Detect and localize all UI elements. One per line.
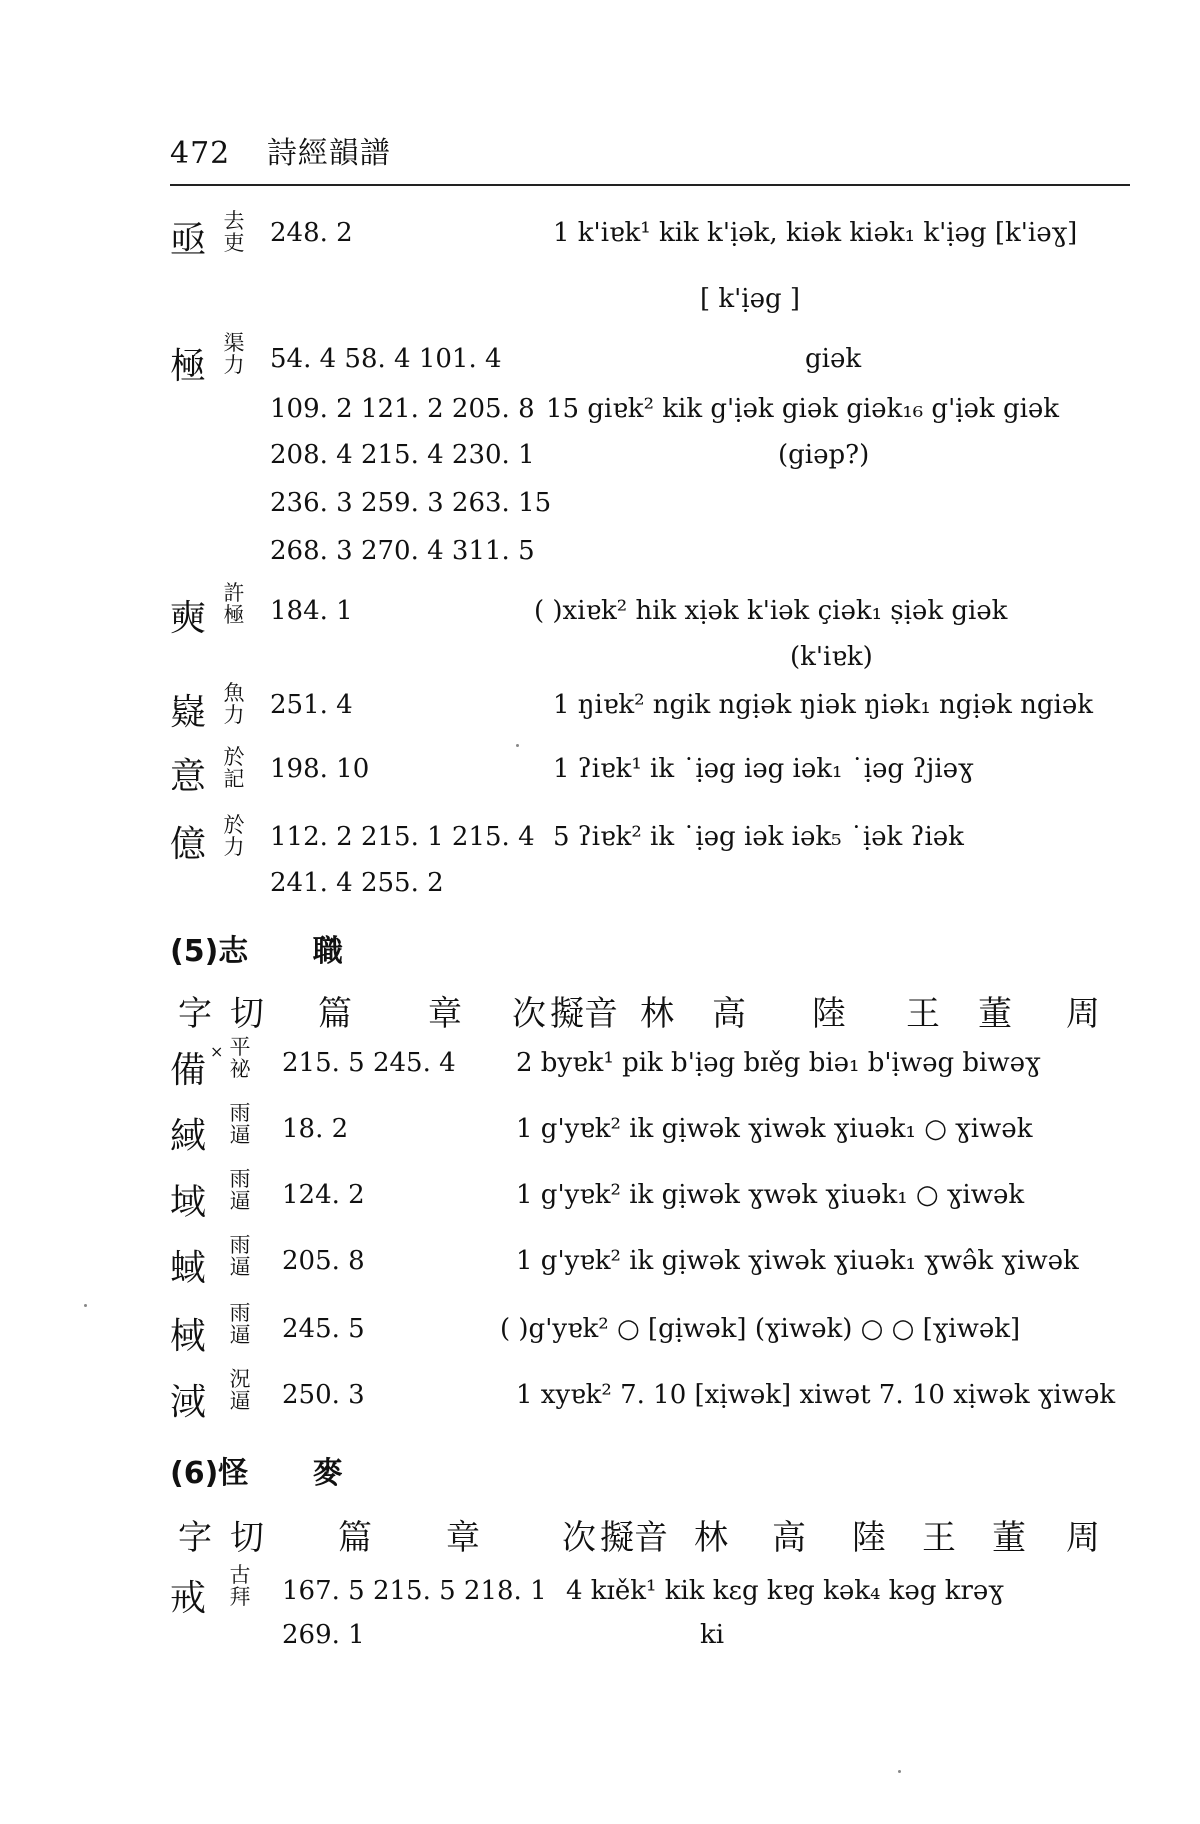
header-divider bbox=[170, 184, 1130, 186]
section-label: (5)志 bbox=[170, 934, 249, 969]
ode-refs: 198. 10 bbox=[270, 754, 370, 784]
col-lin: 林 bbox=[694, 1518, 728, 1558]
fanqie-lower: 極 bbox=[223, 603, 245, 627]
col-fanqie: 切 bbox=[230, 1518, 264, 1558]
col-reconstruction: 擬音 bbox=[600, 1518, 668, 1558]
entry-char: 億 bbox=[170, 824, 207, 865]
scan-speck bbox=[898, 1770, 901, 1773]
fanqie-lower: 吏 bbox=[223, 231, 245, 255]
ode-refs: 215. 5 245. 4 bbox=[282, 1048, 456, 1078]
col-count: 次 bbox=[512, 994, 546, 1034]
col-gao: 高 bbox=[772, 1518, 806, 1558]
fanqie-upper: 況 bbox=[229, 1367, 251, 1391]
fanqie-lower: 力 bbox=[223, 835, 245, 859]
col-wang: 王 bbox=[906, 994, 940, 1034]
pronunciations: ki bbox=[700, 1620, 725, 1650]
pronunciations: giək bbox=[805, 344, 862, 374]
pronunciations: 1 k'iɐk¹ kik k'ịək, kiək kiək₁ k'ịəg [k'iəɣ] bbox=[553, 218, 1078, 248]
section-rhyme: 麥 bbox=[312, 1456, 343, 1491]
fanqie-lower: 逼 bbox=[229, 1323, 251, 1347]
fanqie bbox=[222, 332, 246, 376]
fanqie-lower: 逼 bbox=[229, 1189, 251, 1213]
fanqie-lower: 力 bbox=[223, 703, 245, 727]
ode-refs: 208. 4 215. 4 230. 1 bbox=[270, 440, 535, 470]
pron-note: (k'iɐk) bbox=[790, 642, 873, 672]
ode-refs: 269. 1 bbox=[282, 1620, 365, 1650]
entry-char: 蜮 bbox=[170, 1248, 207, 1289]
ode-refs: 251. 4 bbox=[270, 690, 353, 720]
fanqie-upper: 雨 bbox=[229, 1101, 251, 1125]
pronunciations: (giəp?) bbox=[778, 440, 870, 470]
ode-refs: 124. 2 bbox=[282, 1180, 365, 1210]
page-header bbox=[170, 128, 391, 172]
col-stanza: 章 bbox=[428, 994, 462, 1034]
pronunciations: ( )g'yɐk² ○ [gịwək] (ɣiwək) ○ ○ [ɣiwək] bbox=[500, 1314, 1021, 1344]
entry-char: 嶷 bbox=[170, 692, 207, 733]
col-char: 字 bbox=[178, 1518, 212, 1558]
fanqie-upper: 渠 bbox=[223, 331, 245, 355]
scan-speck bbox=[516, 744, 519, 747]
entry-mark: × bbox=[210, 1042, 224, 1061]
ode-refs: 54. 4 58. 4 101. 4 bbox=[270, 344, 502, 374]
pronunciations: 1 g'yɐk² ik gịwək ɣwək ɣiuək₁ ○ ɣiwək bbox=[516, 1180, 1025, 1210]
fanqie-upper: 平 bbox=[229, 1035, 251, 1059]
fanqie bbox=[222, 582, 246, 626]
col-zhou: 周 bbox=[1066, 1518, 1100, 1558]
ode-refs: 184. 1 bbox=[270, 596, 353, 626]
col-lin: 林 bbox=[640, 994, 674, 1034]
page-number: 472 bbox=[170, 136, 231, 171]
fanqie bbox=[222, 746, 246, 790]
ode-refs: 268. 3 270. 4 311. 5 bbox=[270, 536, 535, 566]
fanqie-upper: 雨 bbox=[229, 1167, 251, 1191]
ode-refs: 167. 5 215. 5 218. 1 bbox=[282, 1576, 547, 1606]
entry-char: 緎 bbox=[170, 1116, 207, 1157]
section-label: (6)怪 bbox=[170, 1456, 249, 1491]
ode-refs: 248. 2 bbox=[270, 218, 353, 248]
scan-speck bbox=[84, 1304, 87, 1307]
section-heading bbox=[170, 926, 343, 970]
ode-refs: 245. 5 bbox=[282, 1314, 365, 1344]
col-dong: 董 bbox=[978, 994, 1012, 1034]
book-title: 詩經韻譜 bbox=[266, 136, 391, 171]
pronunciations: 1 g'yɐk² ik gịwək ɣiwək ɣiuək₁ ɣwə̂k ɣiwək bbox=[516, 1246, 1079, 1276]
ode-refs: 205. 8 bbox=[282, 1246, 365, 1276]
col-wang: 王 bbox=[922, 1518, 956, 1558]
ode-refs: 236. 3 259. 3 263. 15 bbox=[270, 488, 552, 518]
fanqie-upper: 於 bbox=[223, 813, 245, 837]
fanqie-upper: 雨 bbox=[229, 1301, 251, 1325]
ode-refs: 112. 2 215. 1 215. 4 bbox=[270, 822, 535, 852]
fanqie bbox=[228, 1168, 252, 1212]
col-stanza: 章 bbox=[446, 1518, 480, 1558]
ode-refs: 250. 3 bbox=[282, 1380, 365, 1410]
col-ode: 篇 bbox=[338, 1518, 372, 1558]
fanqie-upper: 古 bbox=[229, 1563, 251, 1587]
entry-char: 奭 bbox=[170, 598, 207, 639]
col-char: 字 bbox=[178, 994, 212, 1034]
fanqie bbox=[222, 210, 246, 254]
entry-char: 意 bbox=[170, 756, 207, 797]
col-reconstruction: 擬音 bbox=[550, 994, 618, 1034]
fanqie-lower: 逼 bbox=[229, 1123, 251, 1147]
entry-char: 域 bbox=[170, 1182, 207, 1223]
fanqie bbox=[228, 1102, 252, 1146]
pronunciations: 1 ʔiɐk¹ ik ˙ịəg iəg iək₁ ˙ịəg ʔjiəɣ bbox=[553, 754, 974, 784]
fanqie-lower: 拜 bbox=[229, 1585, 251, 1609]
pronunciations: 1 ŋiɐk² ngik ngịək ŋiək ŋiək₁ ngịək ngiək bbox=[553, 690, 1093, 720]
col-ode: 篇 bbox=[318, 994, 352, 1034]
fanqie-lower: 祕 bbox=[229, 1057, 251, 1081]
fanqie-lower: 逼 bbox=[229, 1389, 251, 1413]
col-gao: 高 bbox=[712, 994, 746, 1034]
entry-char: 備 bbox=[170, 1050, 207, 1091]
ode-refs: 109. 2 121. 2 205. 8 bbox=[270, 394, 535, 424]
entry-char: 亟 bbox=[170, 220, 207, 261]
pronunciations: 5 ʔiɐk² ik ˙ịəg iək iək₅ ˙ịək ʔiək bbox=[553, 822, 964, 852]
fanqie bbox=[222, 814, 246, 858]
ode-refs: 241. 4 255. 2 bbox=[270, 868, 444, 898]
entry-char: 淢 bbox=[170, 1382, 207, 1423]
fanqie bbox=[228, 1036, 252, 1080]
col-zhou: 周 bbox=[1066, 994, 1100, 1034]
col-lu: 陸 bbox=[852, 1518, 886, 1558]
pronunciations: 2 byɐk¹ pik b'ịəg bɪěg biə₁ b'ịwəg biwəɣ bbox=[516, 1048, 1041, 1078]
entry-char: 戒 bbox=[170, 1578, 207, 1619]
fanqie-lower: 力 bbox=[223, 353, 245, 377]
pronunciations: 4 kɪěk¹ kik kɛg kɐg kək₄ kəg krəɣ bbox=[566, 1576, 1004, 1606]
fanqie bbox=[228, 1302, 252, 1346]
pronunciations: 1 xyɐk² 7. 10 [xịwək] xiwət 7. 10 xịwək ɣiwək bbox=[516, 1380, 1116, 1410]
fanqie-upper: 許 bbox=[223, 581, 245, 605]
fanqie-upper: 於 bbox=[223, 745, 245, 769]
col-fanqie: 切 bbox=[230, 994, 264, 1034]
fanqie-upper: 去 bbox=[223, 209, 245, 233]
col-lu: 陸 bbox=[812, 994, 846, 1034]
pronunciations: ( )xiɐk² hik xịək k'iək çiək₁ ṣịək giək bbox=[534, 596, 1008, 626]
fanqie bbox=[228, 1564, 252, 1608]
fanqie-lower: 記 bbox=[223, 767, 245, 791]
fanqie bbox=[228, 1368, 252, 1412]
col-count: 次 bbox=[562, 1518, 596, 1558]
section-rhyme: 職 bbox=[312, 934, 343, 969]
fanqie bbox=[228, 1234, 252, 1278]
fanqie-lower: 逼 bbox=[229, 1255, 251, 1279]
fanqie-upper: 魚 bbox=[223, 681, 245, 705]
pronunciations: 1 g'yɐk² ik gịwək ɣiwək ɣiuək₁ ○ ɣiwək bbox=[516, 1114, 1033, 1144]
section-heading bbox=[170, 1448, 343, 1492]
col-dong: 董 bbox=[992, 1518, 1026, 1558]
fanqie bbox=[222, 682, 246, 726]
fanqie-upper: 雨 bbox=[229, 1233, 251, 1257]
pron-note: [ k'ịəg ] bbox=[700, 284, 801, 314]
pronunciations: 15 giɐk² kik g'ịək giək giək₁₆ g'ịək giək bbox=[546, 394, 1060, 424]
entry-char: 極 bbox=[170, 346, 207, 387]
ode-refs: 18. 2 bbox=[282, 1114, 349, 1144]
entry-char: 棫 bbox=[170, 1316, 207, 1357]
